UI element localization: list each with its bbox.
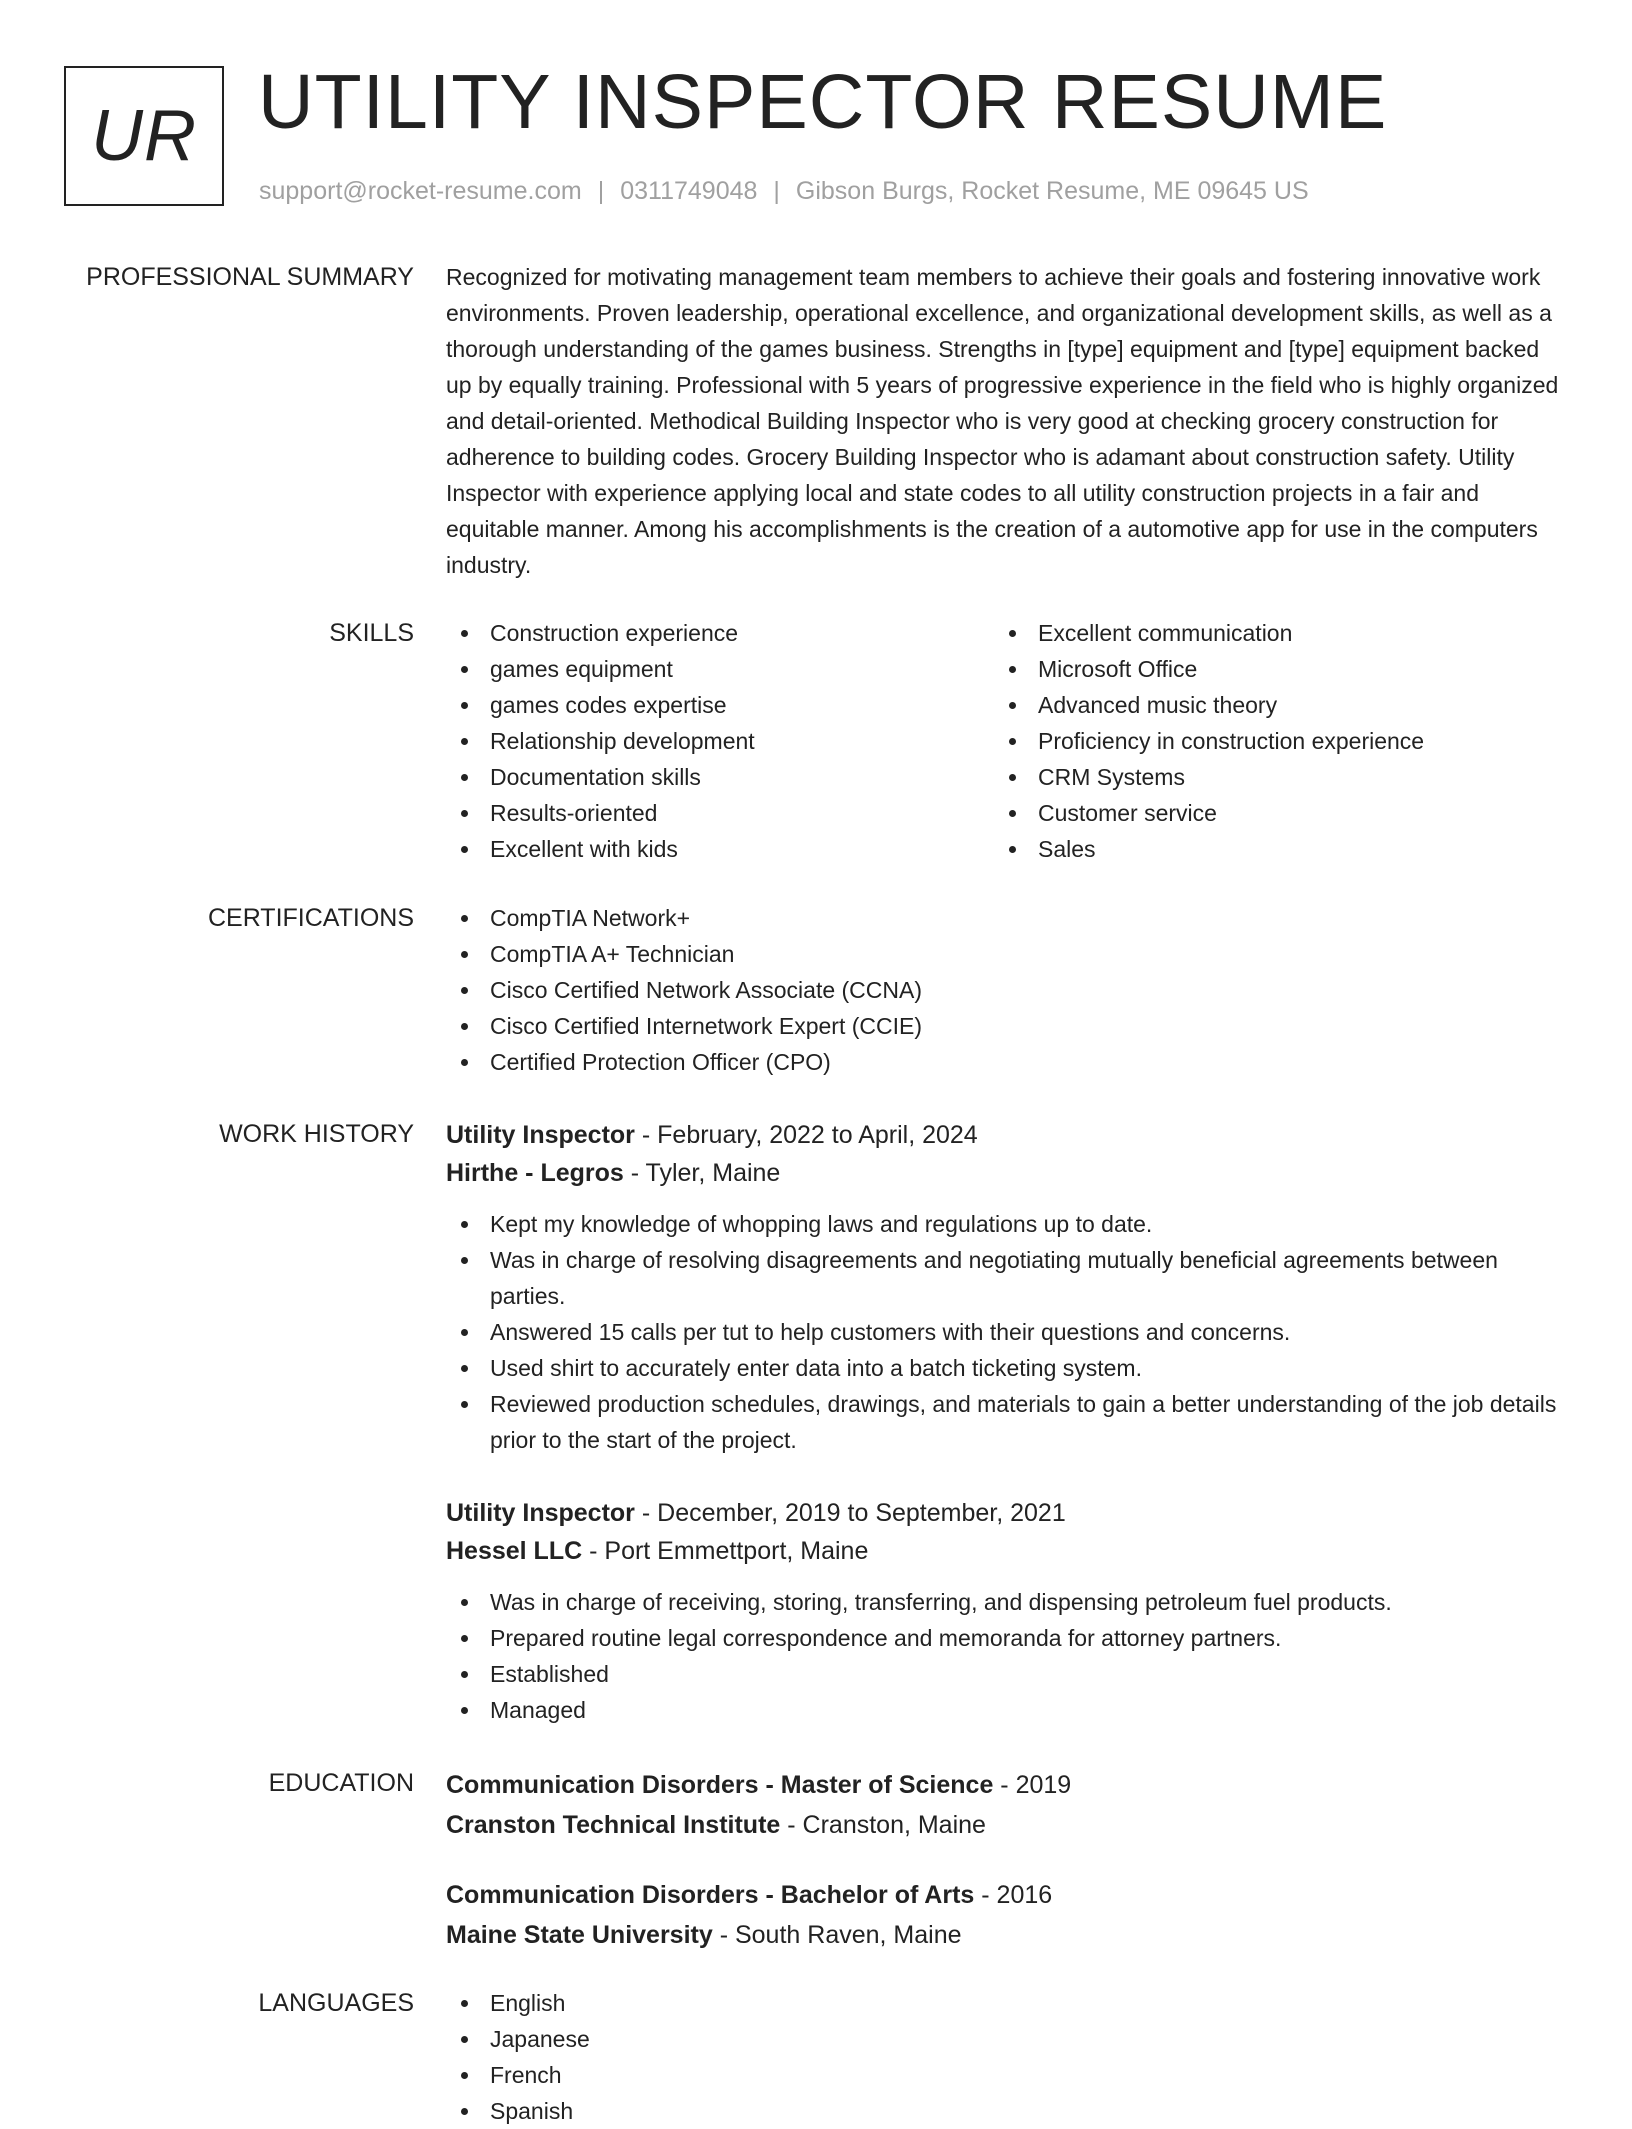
job-entry <box>446 1116 1566 1458</box>
monogram-logo: UR <box>64 66 224 206</box>
list-item: Japanese <box>446 2021 1566 2057</box>
job-location: - Tyler, Maine <box>623 1159 781 1187</box>
list-item: Used shirt to accurately enter data into a batch ticketing system. <box>446 1350 1566 1386</box>
job-entry <box>446 1494 1566 1728</box>
list-item: Kept my knowledge of whopping laws and regulations up to date. <box>446 1206 1566 1242</box>
job-title: Utility Inspector <box>446 1121 635 1149</box>
job-company: Hirthe - Legros <box>446 1159 624 1187</box>
skills-list-right <box>994 615 1542 867</box>
degree-line <box>446 1765 1566 1805</box>
resume-title: UTILITY INSPECTOR RESUME <box>258 59 1388 145</box>
section-label-skills: SKILLS <box>329 619 414 647</box>
list-item: Excellent with kids <box>446 831 994 867</box>
list-item: French <box>446 2057 1566 2093</box>
skills-list-left <box>446 615 994 867</box>
list-item: Customer service <box>994 795 1542 831</box>
certifications-list <box>446 900 1566 1080</box>
list-item: Established <box>446 1656 1566 1692</box>
list-item: CompTIA A+ Technician <box>446 936 1566 972</box>
list-item: Cisco Certified Internetwork Expert (CCIE) <box>446 1008 1566 1044</box>
education-entry <box>446 1765 1566 1845</box>
degree-year: - 2019 <box>993 1771 1072 1799</box>
list-item: Excellent communication <box>994 615 1542 651</box>
list-item: CompTIA Network+ <box>446 900 1566 936</box>
contact-email: support@rocket-resume.com <box>259 177 582 205</box>
school-name: Maine State University <box>446 1921 713 1949</box>
summary-text: Recognized for motivating management team members to achieve their goals and fostering innovative work environments. Proven leadership, operational excellence, and organizational development skills, as well as a thorough understanding of the games business. Strengths in [type] equipment and [type] equipment backed up by equally training. Professional with 5 years of progressive experience in the field who is highly organized and detail-oriented. Methodical Building Inspector who is very good at checking grocery construction for adherence to building codes. Grocery Building Inspector who is adamant about construction safety. Utility Inspector with experience applying local and state codes to all utility construction projects in a fair and equitable manner. Among his accomplishments is the creation of a automotive app for use in the computers industry. <box>446 264 1559 578</box>
list-item: Relationship development <box>446 723 994 759</box>
list-item: games codes expertise <box>446 687 994 723</box>
school-name: Cranston Technical Institute <box>446 1811 781 1839</box>
list-item: Was in charge of receiving, storing, transferring, and dispensing petroleum fuel products. <box>446 1584 1566 1620</box>
list-item: Reviewed production schedules, drawings, and materials to gain a better understanding of the job details prior to the start of the project. <box>446 1386 1566 1458</box>
contact-separator: | <box>597 177 605 205</box>
list-item: games equipment <box>446 651 994 687</box>
job-dates: - December, 2019 to September, 2021 <box>634 1499 1066 1527</box>
list-item: English <box>446 1985 1566 2021</box>
degree-year: - 2016 <box>974 1881 1053 1909</box>
degree-name: Communication Disorders - Master of Science <box>446 1771 994 1799</box>
job-title-line <box>446 1494 1566 1532</box>
job-location: - Port Emmettport, Maine <box>582 1537 869 1565</box>
list-item: Spanish <box>446 2093 1566 2129</box>
job-duties-list <box>446 1206 1566 1458</box>
languages-list <box>446 1985 1566 2129</box>
section-label-education: EDUCATION <box>268 1769 414 1797</box>
list-item: Cisco Certified Network Associate (CCNA) <box>446 972 1566 1008</box>
list-item: Microsoft Office <box>994 651 1542 687</box>
section-label-work-history: WORK HISTORY <box>219 1120 414 1148</box>
school-location: - South Raven, Maine <box>712 1921 962 1949</box>
list-item: CRM Systems <box>994 759 1542 795</box>
job-duties-list <box>446 1584 1566 1728</box>
section-label-certifications: CERTIFICATIONS <box>207 904 414 932</box>
job-title-line <box>446 1116 1566 1154</box>
school-line <box>446 1805 1566 1845</box>
contact-phone: 0311749048 <box>620 177 758 205</box>
list-item: Results-oriented <box>446 795 994 831</box>
contact-address: Gibson Burgs, Rocket Resume, ME 09645 US <box>795 177 1309 205</box>
list-item: Construction experience <box>446 615 994 651</box>
list-item: Answered 15 calls per tut to help customers with their questions and concerns. <box>446 1314 1566 1350</box>
job-company-line <box>446 1532 1566 1570</box>
contact-separator: | <box>773 177 780 205</box>
contact-line <box>259 174 1309 208</box>
school-line <box>446 1915 1566 1955</box>
degree-line <box>446 1875 1566 1915</box>
list-item: Sales <box>994 831 1542 867</box>
job-company: Hessel LLC <box>446 1537 583 1565</box>
degree-name: Communication Disorders - Bachelor of Arts <box>446 1881 975 1909</box>
list-item: Certified Protection Officer (CPO) <box>446 1044 1566 1080</box>
list-item: Documentation skills <box>446 759 994 795</box>
job-dates: - February, 2022 to April, 2024 <box>634 1121 978 1149</box>
job-title: Utility Inspector <box>446 1499 635 1527</box>
education-entry <box>446 1875 1566 1955</box>
list-item: Proficiency in construction experience <box>994 723 1542 759</box>
list-item: Advanced music theory <box>994 687 1542 723</box>
school-location: - Cranston, Maine <box>780 1811 986 1839</box>
list-item: Managed <box>446 1692 1566 1728</box>
job-company-line <box>446 1154 1566 1192</box>
section-label-summary: PROFESSIONAL SUMMARY <box>86 263 414 291</box>
list-item: Prepared routine legal correspondence and memoranda for attorney partners. <box>446 1620 1566 1656</box>
section-label-languages: LANGUAGES <box>258 1989 414 2017</box>
list-item: Was in charge of resolving disagreements and negotiating mutually beneficial agreements between parties. <box>446 1242 1566 1314</box>
